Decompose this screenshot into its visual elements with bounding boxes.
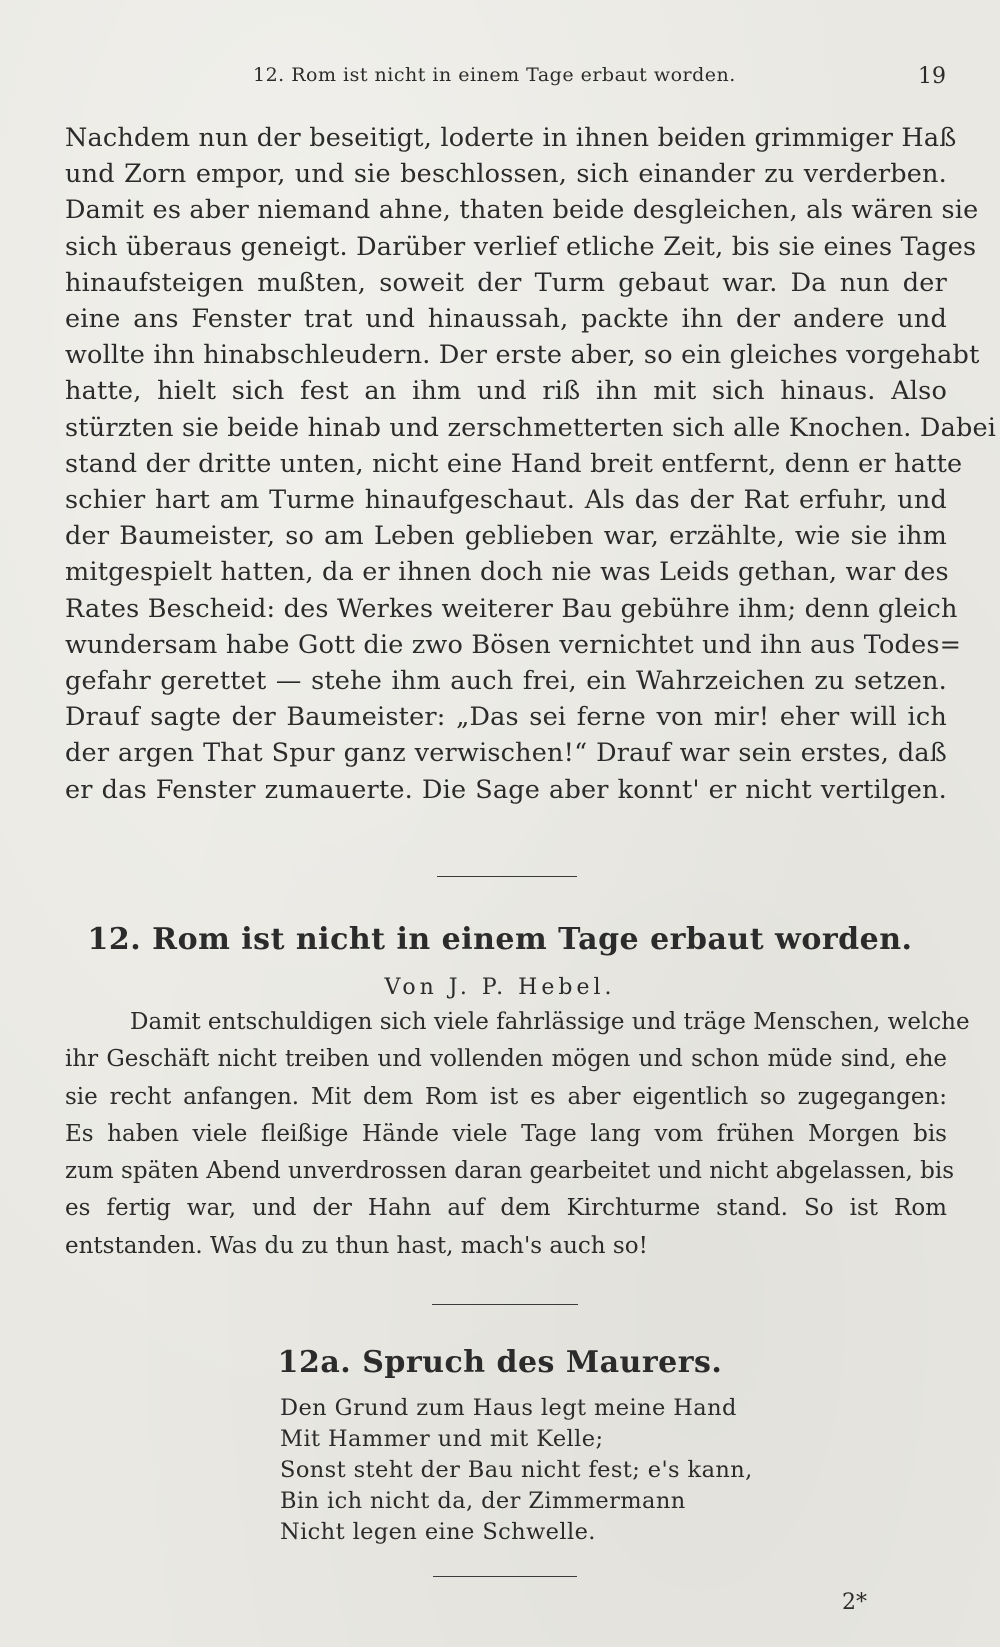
- verse-stanza: [280, 1393, 753, 1548]
- verse-line: Nicht legen eine Schwelle.: [280, 1519, 596, 1545]
- text-line: Drauf sagte der Baumeister: „Das sei ferne von mir! eher will ich: [65, 702, 947, 733]
- text-line: mitgespielt hatten, da er ihnen doch nie was Leids gethan, war des: [65, 557, 949, 588]
- text-line: stürzten sie beide hinab und zerschmetterten sich alle Knochen. Dabei: [65, 412, 997, 443]
- text-line: sie recht anfangen. Mit dem Rom ist es aber eigentlich so zugegangen:: [65, 1083, 947, 1110]
- text-line: ihr Geschäft nicht treiben und vollenden mögen und schon müde sind, ehe: [65, 1046, 947, 1073]
- text-line: schier hart am Turme hinaufgeschaut. Als das der Rat erfuhr, und: [65, 485, 947, 516]
- signature-mark: 2*: [842, 1590, 867, 1615]
- section-divider: [437, 876, 577, 877]
- text-line: es fertig war, und der Hahn auf dem Kirchturme stand. So ist Rom: [65, 1195, 947, 1222]
- author-byline: Von J. P. Hebel.: [384, 975, 616, 1000]
- text-line: hinaufsteigen mußten, soweit der Turm gebaut war. Da nun der: [65, 267, 947, 298]
- hebel-paragraph: [65, 1004, 970, 1265]
- text-line: und Zorn empor, und sie beschlossen, sich einander zu verderben.: [65, 159, 947, 190]
- section-heading-12: 12. Rom ist nicht in einem Tage erbaut worden.: [87, 922, 913, 957]
- text-line: der argen That Spur ganz verwischen!“ Drauf war sein erstes, daß: [65, 738, 947, 769]
- text-line: wundersam habe Gott die zwo Bösen vernichtet und ihn aus Todes=: [65, 629, 962, 660]
- section-heading-12a: 12a. Spruch des Maurers.: [277, 1345, 723, 1380]
- text-line: entstanden. Was du zu thun hast, mach's auch so!: [65, 1232, 648, 1259]
- text-line: eine ans Fenster trat und hinaussah, packte ihn der andere und: [65, 304, 947, 335]
- text-line: der Baumeister, so am Leben geblieben war, erzählte, wie sie ihm: [65, 521, 947, 552]
- text-line: stand der dritte unten, nicht eine Hand breit entfernt, denn er hatte: [65, 448, 963, 479]
- verse-line: Sonst steht der Bau nicht fest; e's kann,: [280, 1457, 753, 1483]
- text-line: gefahr gerettet — stehe ihm auch frei, ein Wahrzeichen zu setzen.: [65, 666, 947, 697]
- verse-line: Bin ich nicht da, der Zimmermann: [280, 1488, 686, 1514]
- text-line: zum späten Abend unverdrossen daran gearbeitet und nicht abgelassen, bis: [65, 1158, 955, 1185]
- text-line: sich überaus geneigt. Darüber verlief etliche Zeit, bis sie eines Tages: [65, 231, 977, 262]
- text-line: Es haben viele fleißige Hände viele Tage lang vom frühen Morgen bis: [65, 1120, 947, 1147]
- text-line: wollte ihn hinabschleudern. Der erste aber, so ein gleiches vorgehabt: [65, 340, 980, 371]
- verse-line: Mit Hammer und mit Kelle;: [280, 1426, 604, 1452]
- text-line: Rates Bescheid: des Werkes weiterer Bau gebühre ihm; denn gleich: [65, 593, 958, 624]
- section-divider: [432, 1304, 578, 1305]
- section-divider: [433, 1576, 577, 1577]
- text-line: Damit entschuldigen sich viele fahrlässige und träge Menschen, welche: [130, 1009, 970, 1035]
- text-line: er das Fenster zumauerte. Die Sage aber konnt' er nicht vertilgen.: [65, 774, 947, 805]
- text-line: Nachdem nun der beseitigt, loderte in ihnen beiden grimmiger Haß: [65, 123, 957, 153]
- verse-line: Den Grund zum Haus legt meine Hand: [280, 1395, 737, 1421]
- text-line: Damit es aber niemand ahne, thaten beide desgleichen, als wären sie: [65, 195, 979, 226]
- text-line: hatte, hielt sich fest an ihm und riß ihn mit sich hinaus. Also: [65, 376, 947, 407]
- running-title: 12. Rom ist nicht in einem Tage erbaut worden.: [253, 64, 736, 86]
- continuation-paragraph: [65, 120, 997, 808]
- page-number: 19: [918, 64, 946, 89]
